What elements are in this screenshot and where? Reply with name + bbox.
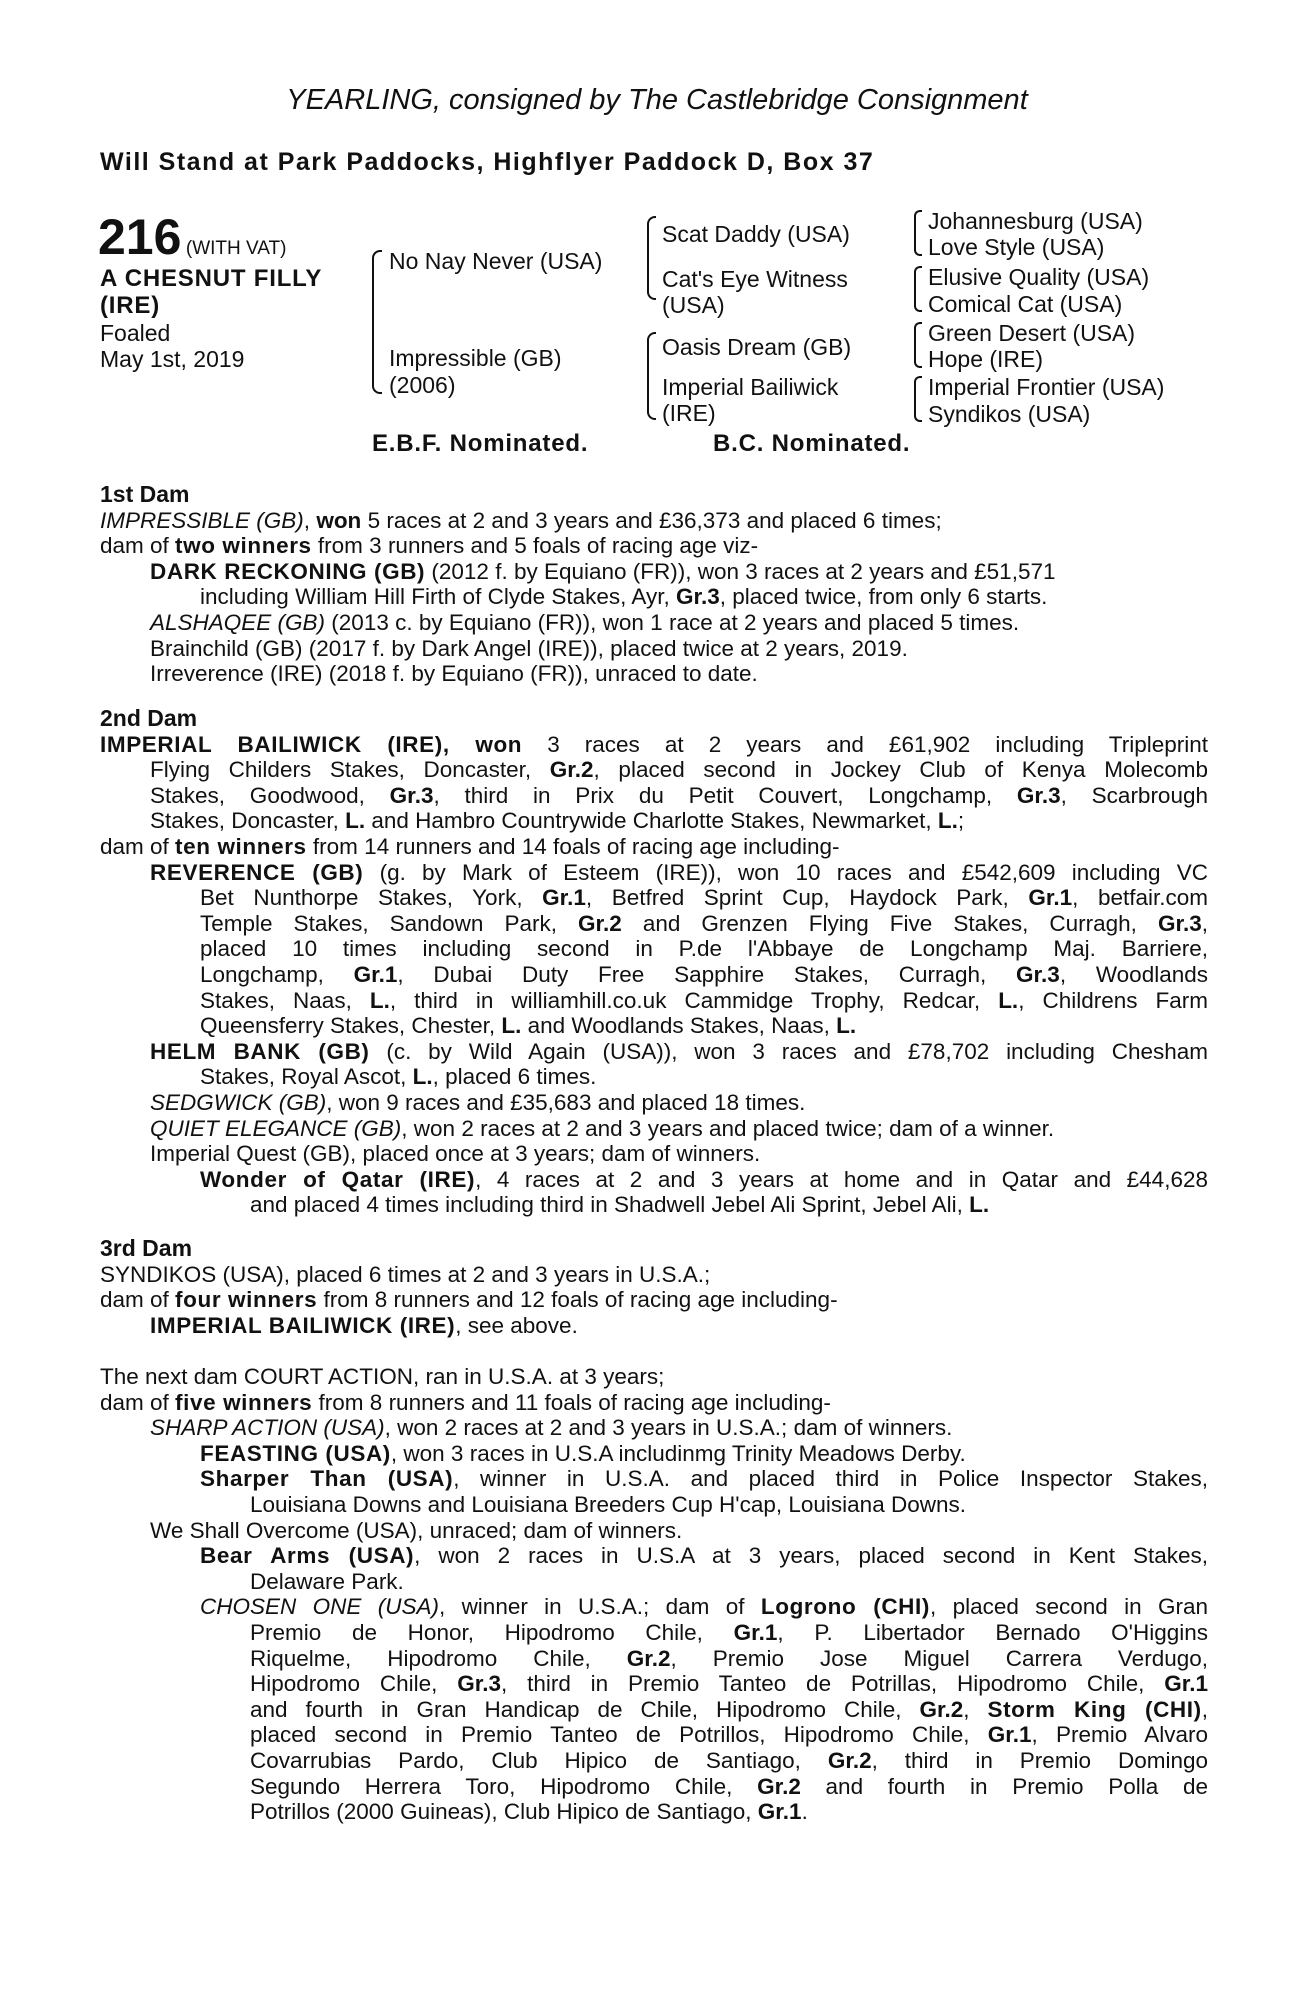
grade: Gr.2	[757, 1773, 801, 1799]
record-text: Longchamp,	[200, 961, 354, 987]
pedigree-sire-sire: Scat Daddy (USA)	[662, 221, 850, 247]
foaled-label: Foaled	[100, 320, 171, 346]
offspring-name: Wonder of Qatar (IRE)	[200, 1166, 476, 1192]
grade: Gr.2	[626, 1645, 671, 1671]
offspring-name: DARK RECKONING (GB)	[150, 558, 426, 584]
listed: L.	[369, 987, 390, 1013]
produce-post: from 8 runners and 12 foals of racing age including-	[317, 1287, 838, 1313]
third-dam-section	[100, 1236, 1208, 1338]
record-text: ,	[1201, 1696, 1208, 1722]
listed: L.	[937, 808, 958, 834]
record-text: SYNDIKOS (USA), placed 6 times at 2 and 3 years in U.S.A.;	[100, 1261, 711, 1287]
offspring-name: IMPERIAL BAILIWICK (IRE)	[150, 1312, 456, 1338]
lot-number-block	[98, 209, 287, 265]
listed: L.	[969, 1192, 990, 1218]
record-text: , Betfred Sprint Cup, Haydock Park,	[585, 885, 1029, 911]
grade: Gr.1	[733, 1619, 778, 1645]
record-text: Stakes, Royal Ascot,	[200, 1064, 413, 1090]
listed: L.	[998, 987, 1019, 1013]
record-text: , winner in U.S.A. and placed third in Police Inspector Stakes,	[453, 1466, 1208, 1492]
offspring-name: ALSHAQEE (GB)	[150, 609, 326, 635]
record-text: , Dubai Duty Free Sapphire Stakes, Curragh,	[397, 961, 1017, 987]
grade: Gr.2	[549, 757, 594, 783]
grade: Gr.1	[542, 885, 586, 911]
pedigree-g8: Syndikos (USA)	[928, 401, 1091, 427]
grade: Gr.1	[757, 1799, 802, 1825]
produce-bold: ten winners	[175, 833, 307, 859]
pedigree-dam-sire: Oasis Dream (GB)	[662, 334, 852, 360]
grade: Gr.2	[827, 1747, 872, 1773]
offspring-name: CHOSEN ONE (USA)	[200, 1594, 439, 1620]
listed: L.	[345, 808, 366, 834]
pedigree-dam-dam-line1: Imperial Bailiwick	[662, 374, 839, 400]
first-dam-name: IMPRESSIBLE (GB)	[100, 507, 304, 533]
record-text: Stakes, Naas,	[200, 987, 370, 1013]
record-text: , third in Premio Tanteo de Potrillas, Hipodromo Chile,	[501, 1671, 1165, 1697]
produce-pre: dam of	[100, 1287, 176, 1313]
record-text: Louisiana Downs and Louisiana Breeders Cup H'cap, Louisiana Downs.	[250, 1491, 966, 1517]
pedigree-g5: Green Desert (USA)	[928, 320, 1136, 346]
grade: Gr.2	[578, 910, 622, 936]
grade: Gr.3	[457, 1671, 501, 1697]
grade: Gr.3	[1016, 961, 1060, 987]
record-text: , won 2 races at 2 and 3 years in U.S.A.; dam of winners.	[384, 1415, 953, 1441]
record-text: placed second in Premio Tanteo de Potrillos, Hipodromo Chile,	[250, 1722, 988, 1748]
listed: L.	[501, 1013, 522, 1039]
vat-note: (WITH VAT)	[185, 238, 287, 259]
pedigree-bracket-sire	[647, 216, 656, 300]
record-text: Riquelme, Hipodromo Chile,	[250, 1645, 627, 1671]
lot-number: 216	[98, 209, 182, 265]
offspring-name: Logrono (CHI)	[760, 1594, 930, 1620]
grade: Gr.3	[389, 782, 434, 808]
record-text: , third in Premio Domingo	[871, 1747, 1209, 1773]
record-text: We Shall Overcome (USA), unraced; dam of winners.	[150, 1517, 683, 1543]
record-text: , 4 races at 2 and 3 years at home and in Qatar and £44,628	[475, 1166, 1208, 1192]
first-dam-title: 1st Dam	[100, 481, 190, 507]
record-text: , third in williamhill.co.uk Cammidge Trophy, Redcar,	[389, 987, 999, 1013]
offspring-record: Brainchild (GB) (2017 f. by Dark Angel (IRE)), placed twice at 2 years, 2019.	[150, 635, 908, 661]
record-text: and Woodlands Stakes, Naas,	[521, 1013, 837, 1039]
pedigree-g6: Hope (IRE)	[928, 346, 1044, 372]
record-text: Segundo Herrera Toro, Hipodromo Chile,	[250, 1773, 758, 1799]
record-text: Imperial Quest (GB), placed once at 3 years; dam of winners.	[150, 1141, 761, 1167]
pedigree-sire: No Nay Never (USA)	[389, 248, 603, 274]
record-text: Queensferry Stakes, Chester,	[200, 1013, 502, 1039]
listed: L.	[836, 1013, 857, 1039]
record-text: Delaware Park.	[250, 1568, 404, 1594]
record-text: .	[801, 1799, 808, 1825]
pedigree-g7: Imperial Frontier (USA)	[928, 374, 1165, 400]
grade: Gr.3	[1016, 782, 1061, 808]
offspring-name: Bear Arms (USA)	[200, 1543, 415, 1569]
pedigree-bracket-g56	[914, 322, 922, 368]
offspring-name: REVERENCE (GB)	[150, 859, 364, 885]
produce-pre: dam of	[100, 833, 176, 859]
record-text: ,	[963, 1696, 988, 1722]
offspring-name: FEASTING (USA)	[200, 1440, 391, 1466]
offspring-record: , placed twice, from only 6 starts.	[719, 584, 1048, 610]
offspring-name: Sharper Than (USA)	[200, 1466, 454, 1492]
produce-post: from 14 runners and 14 foals of racing age including-	[306, 833, 840, 859]
next-dam-section	[100, 1364, 1208, 1825]
record-text: and Grenzen Flying Five Stakes, Curragh,	[621, 910, 1158, 936]
offspring-name: Storm King (CHI)	[987, 1696, 1202, 1722]
pedigree-bracket-dam	[647, 332, 656, 420]
record-text: 3 races at 2 years and £61,902 including Tripleprint	[522, 731, 1208, 757]
produce-pre: dam of	[100, 1389, 176, 1415]
pedigree-sire-dam-line1: Cat's Eye Witness	[662, 266, 848, 292]
pedigree-dam-dam-line2: (IRE)	[662, 400, 716, 426]
record-text: Hipodromo Chile,	[250, 1671, 458, 1697]
second-dam-title: 2nd Dam	[100, 705, 198, 731]
offspring-name: HELM BANK (GB)	[150, 1038, 370, 1064]
produce-pre: dam of	[100, 533, 176, 559]
pedigree-bracket-g34	[914, 266, 922, 312]
offspring-record: (2012 f. by Equiano (FR)), won 3 races at 2 years and £51,571	[425, 558, 1056, 584]
pedigree-dam-line1: Impressible (GB)	[389, 345, 562, 371]
grade: Gr.3	[676, 584, 720, 610]
first-dam-record: 5 races at 2 and 3 years and £36,373 and placed 6 times;	[361, 507, 942, 533]
first-dam-section: 1st Dam IMPRESSIBLE (GB), won 5 races at 2 and 3 years and £36,373 and placed 6 times; dam of two winners from 3 runners and 5 foals of racing age viz- DARK RECKONING (GB) (2012 f. by Equiano (FR)), won 3 races at 2 years and £51,571 including William Hill Firth of Clyde Stakes, Ayr, Gr.3, placed twice, from only 6 starts. ALSHAQEE (GB) (2013 c. by Equiano (FR)), won 1 race at 2 years and placed 5 times. Brainchild (GB) (2017 f. by Dark Angel (IRE)), placed twice at 2 years, 2019. Irreverence (IRE) (2018 f. by Equiano (FR)), unraced to date.	[100, 482, 1208, 687]
record-text: Flying Childers Stakes, Doncaster,	[150, 757, 550, 783]
record-text: , Woodlands	[1059, 961, 1208, 987]
stand-location: Will Stand at Park Paddocks, Highflyer Paddock D, Box 37	[100, 148, 875, 176]
offspring-name: SHARP ACTION (USA)	[150, 1415, 385, 1441]
produce-bold: four winners	[175, 1287, 318, 1313]
second-dam-section	[100, 706, 1208, 1218]
record-text: Stakes, Doncaster,	[150, 808, 346, 834]
ebf-nominated: E.B.F. Nominated.	[372, 430, 589, 457]
produce-bold: five winners	[175, 1389, 313, 1415]
pedigree-bracket-main	[372, 250, 382, 394]
listed: L.	[412, 1064, 433, 1090]
offspring-name: QUIET ELEGANCE (GB)	[150, 1115, 402, 1141]
pedigree-g4: Comical Cat (USA)	[928, 291, 1123, 317]
lot-description-line2: (IRE)	[100, 292, 160, 319]
record-text: ,	[1201, 910, 1208, 936]
record-text: , third in Prix du Petit Couvert, Longchamp,	[433, 782, 1017, 808]
produce-post: from 3 runners and 5 foals of racing age viz-	[311, 533, 759, 559]
won-word: , won	[442, 731, 523, 757]
lot-description-line1: A CHESNUT FILLY	[100, 265, 323, 292]
record-text: and Hambro Countrywide Charlotte Stakes, Newmarket,	[365, 808, 938, 834]
record-text: , see above.	[455, 1312, 578, 1338]
record-text: , betfair.com	[1072, 885, 1208, 911]
record-text: Stakes, Goodwood,	[150, 782, 390, 808]
pedigree-g3: Elusive Quality (USA)	[928, 264, 1150, 290]
pedigree-bracket-g12	[914, 210, 922, 256]
record-text: , Premio Alvaro	[1031, 1722, 1208, 1748]
record-text: , placed second in Jockey Club of Kenya Molecomb	[593, 757, 1208, 783]
offspring-record: (2013 c. by Equiano (FR)), won 1 race at 2 years and placed 5 times.	[325, 609, 1020, 635]
record-text: (g. by Mark of Esteem (IRE)), won 10 races and £542,609 including VC	[363, 859, 1209, 885]
record-text: , P. Libertador Bernado O'Higgins	[777, 1619, 1208, 1645]
record-text: , won 9 races and £35,683 and placed 18 times.	[326, 1089, 806, 1115]
record-text: Temple Stakes, Sandown Park,	[200, 910, 579, 936]
record-text: , Childrens Farm	[1018, 987, 1208, 1013]
record-text: , winner in U.S.A.; dam of	[438, 1594, 761, 1620]
record-text: The next dam COURT ACTION, ran in U.S.A. at 3 years;	[100, 1364, 665, 1389]
consignment-header: YEARLING, consigned by The Castlebridge Consignment	[286, 84, 1028, 116]
pedigree-dam-line2: (2006)	[389, 372, 456, 398]
record-text: , Premio Jose Miguel Carrera Verdugo,	[670, 1645, 1208, 1671]
bc-nominated: B.C. Nominated.	[713, 430, 911, 457]
record-text: , placed second in Gran	[929, 1594, 1208, 1620]
grade: Gr.1	[987, 1722, 1032, 1748]
grade: Gr.1	[1028, 885, 1073, 911]
record-text: and placed 4 times including third in Shadwell Jebel Ali Sprint, Jebel Ali,	[250, 1192, 970, 1218]
record-text: , won 3 races in U.S.A includinmg Trinity Meadows Derby.	[390, 1440, 966, 1466]
record-text: Covarrubias Pardo, Club Hipico de Santiago,	[250, 1747, 828, 1773]
third-dam-title: 3rd Dam	[100, 1235, 193, 1261]
pedigree-g1: Johannesburg (USA)	[928, 208, 1143, 234]
offspring-name: SEDGWICK (GB)	[150, 1089, 327, 1115]
record-text: Bet Nunthorpe Stakes, York,	[200, 885, 543, 911]
record-text: and fourth in Premio Polla de	[800, 1773, 1208, 1799]
offspring-record: Irreverence (IRE) (2018 f. by Equiano (FR)), unraced to date.	[150, 661, 758, 687]
grade: Gr.3	[1157, 910, 1202, 936]
grade: Gr.1	[353, 961, 398, 987]
grade: Gr.1	[1164, 1671, 1208, 1697]
pedigree-g2: Love Style (USA)	[928, 234, 1105, 260]
grade: Gr.2	[919, 1696, 964, 1722]
record-text: Premio de Honor, Hipodromo Chile,	[250, 1619, 734, 1645]
offspring-record: including William Hill Firth of Clyde Stakes, Ayr,	[200, 584, 676, 610]
record-text: , won 2 races at 2 and 3 years and placed twice; dam of a winner.	[401, 1115, 1055, 1141]
record-text: , Scarbrough	[1060, 782, 1208, 808]
record-text: and fourth in Gran Handicap de Chile, Hipodromo Chile,	[250, 1696, 920, 1722]
second-dam-name: IMPERIAL BAILIWICK (IRE)	[100, 731, 443, 757]
record-text: placed 10 times including second in P.de l'Abbaye de Longchamp Maj. Barriere,	[200, 936, 1208, 962]
pedigree-bracket-g78	[914, 376, 922, 422]
produce-post: from 8 runners and 11 foals of racing age including-	[312, 1389, 831, 1415]
record-text: Potrillos (2000 Guineas), Club Hipico de Santiago,	[250, 1799, 758, 1825]
record-text: (c. by Wild Again (USA)), won 3 races and £78,702 including Chesham	[369, 1038, 1208, 1064]
pedigree-sire-dam-line2: (USA)	[662, 292, 725, 318]
won-word: won	[316, 507, 362, 533]
record-text: ;	[957, 808, 965, 834]
record-text: , placed 6 times.	[432, 1064, 597, 1090]
record-text: , won 2 races in U.S.A at 3 years, placed second in Kent Stakes,	[414, 1543, 1208, 1569]
foaled-date: May 1st, 2019	[100, 346, 245, 372]
produce-bold: two winners	[175, 533, 312, 559]
